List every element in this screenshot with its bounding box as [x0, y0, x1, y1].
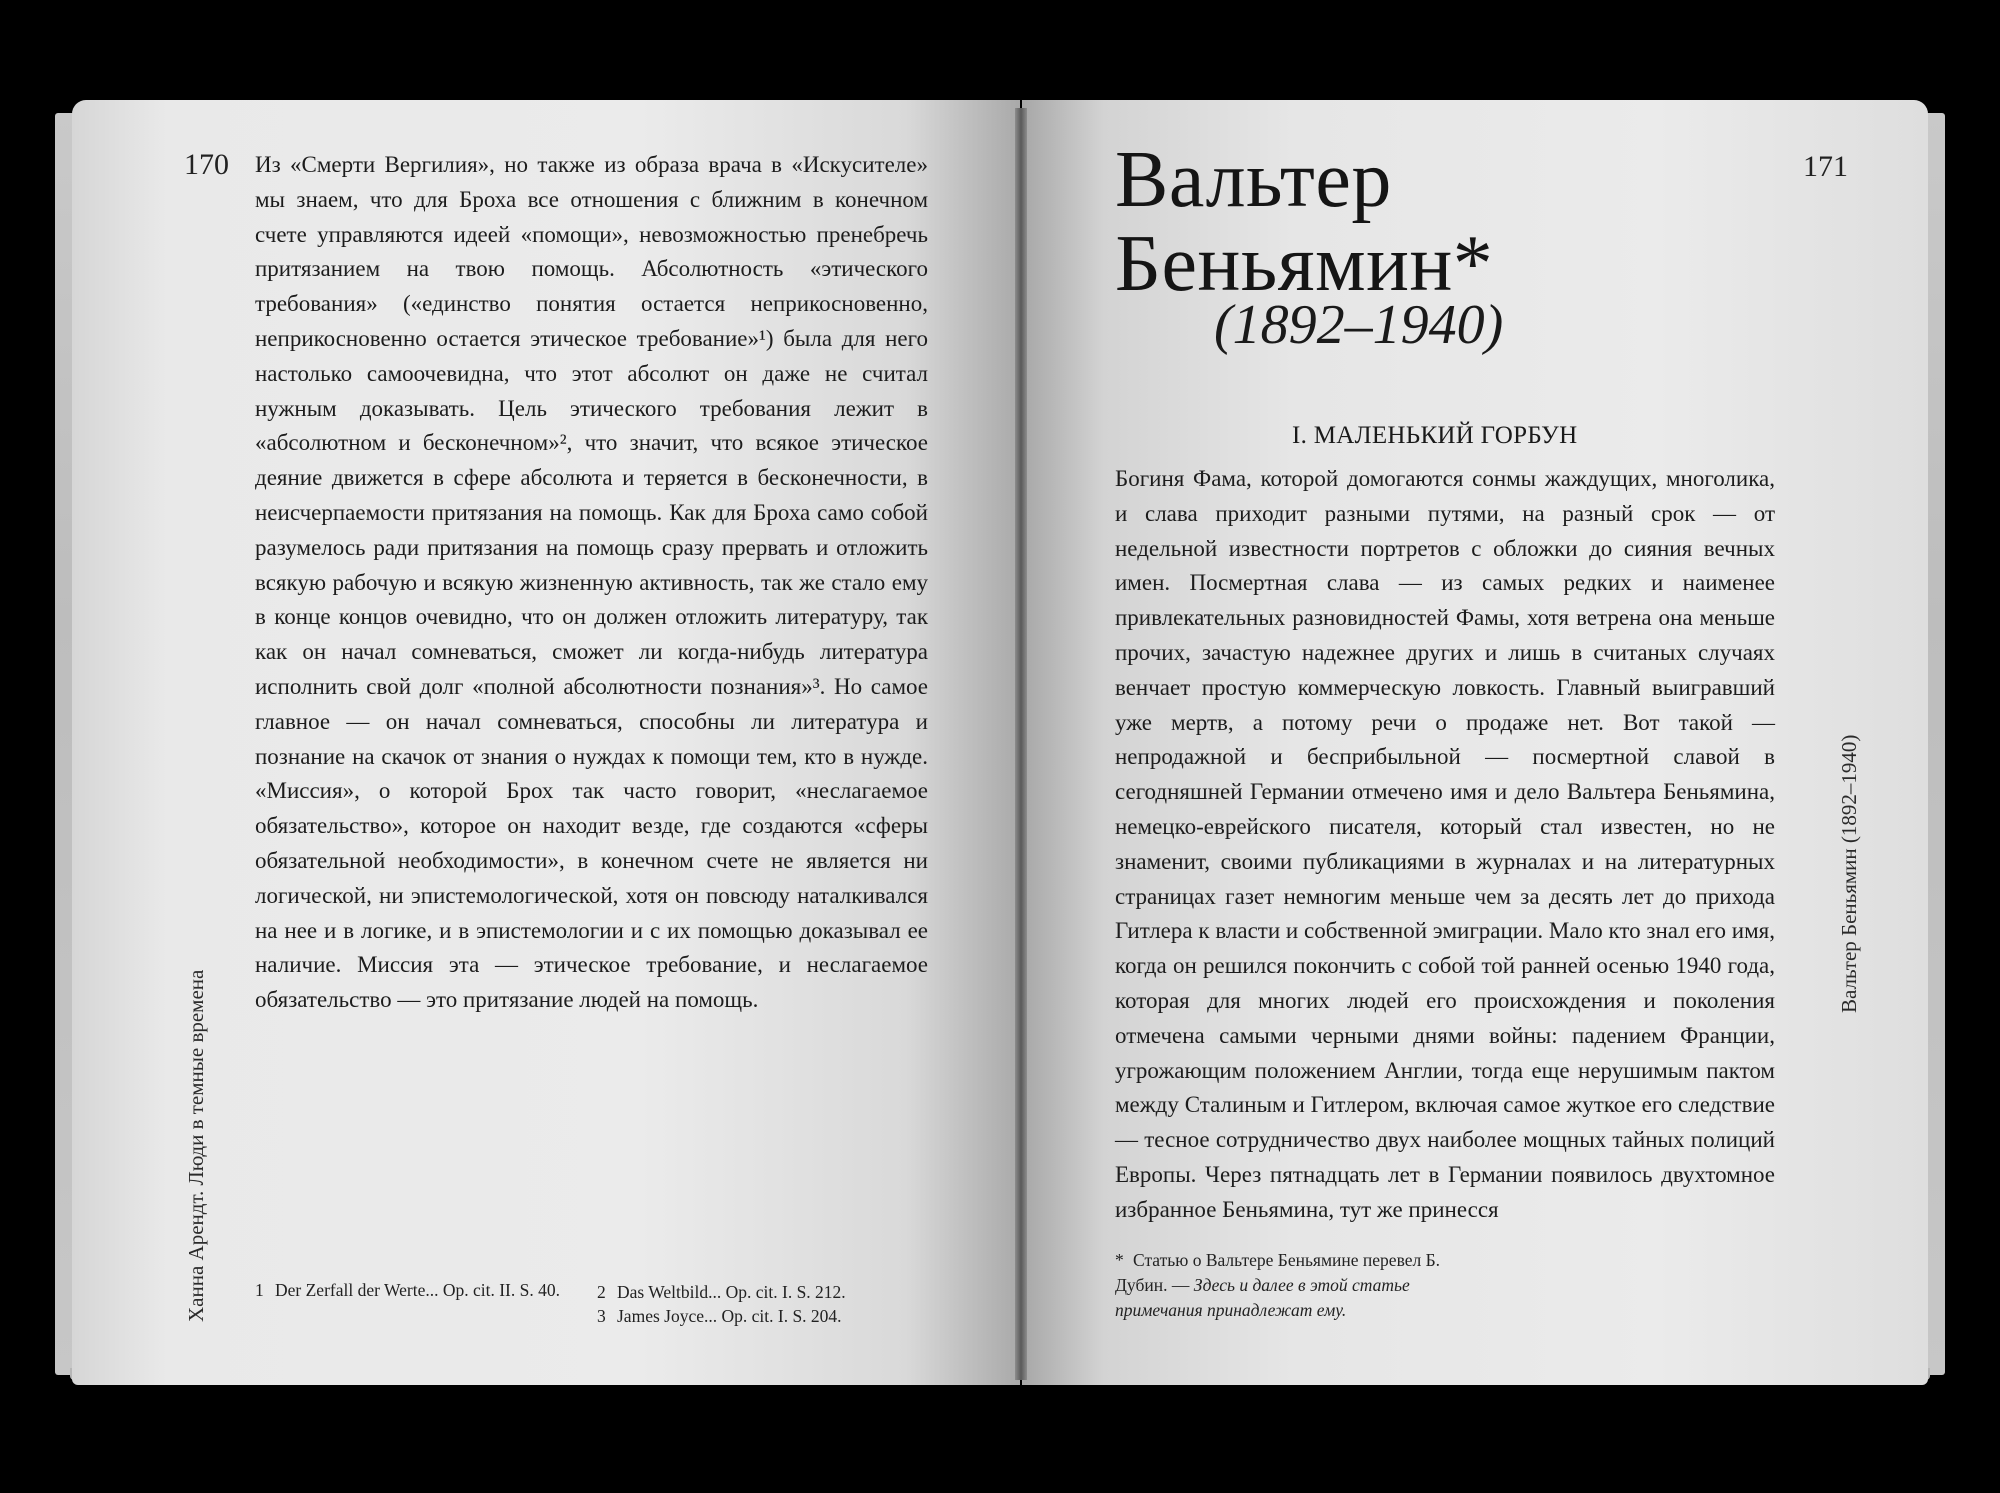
footnote-2 [597, 1280, 937, 1304]
footnote-text: Der Zerfall der Werte... Op. cit. II. S. 40. [275, 1280, 560, 1300]
note-marker: * [1115, 1250, 1124, 1270]
footnote-number: 3 [597, 1306, 606, 1326]
footnote-3 [597, 1304, 937, 1328]
page-number-right: 171 [1803, 150, 1848, 183]
page-number-left: 170 [184, 148, 229, 181]
right-page [1022, 100, 1928, 1385]
note-text: Статью о Вальтере Беньямине перевел Б. Дубин. [1115, 1250, 1441, 1295]
footnotes-column-2 [597, 1280, 937, 1328]
note-italic-text: Здесь и далее в этой статье примечания принадлежат ему. [1115, 1275, 1410, 1320]
running-head-right: Вальтер Беньямин (1892–1940) [1837, 734, 1861, 1013]
chapter-title [1115, 138, 1493, 306]
right-body-text: Богиня Фама, которой домогаются сонмы жаждущих, многолика, и слава приходит разными путями, на разный срок — от недельной известности портретов с обложки до сияния вечных имен. Посмертная слава — из самых редких и наименее привлекательных разновидностей Фамы, хотя ветрена она меньше прочих, зачастую надежнее других и лишь в считаных случаях венчает простую коммерческую ловкость. Главный выигравший уже мертв, а потому речи о продаже нет. Вот такой — непродажной и бесприбыльной — посмертной славой в сегодняшней Германии отмечено имя и дело Вальтера Беньямина, немецко-еврейского писателя, который стал известен, но не знаменит, своими публикациями в журналах и на литературных страницах газет немногим меньше чем за десять лет до прихода Гитлера к власти и собственной эмиграции. Мало кто знал его имя, когда он решился покончить с собой той ранней осенью 1940 года, которая для многих людей его происхождения и поколения отмечена самыми черными днями войны: падением Франции, угрожающим положением Англии, тогда еще нерушимым пактом между Сталиным и Гитлером, включая самое жуткое его следствие — тесное сотрудничество двух наиболее мощных тайных полиций Европы. Через пятнадцать лет в Германии появилось двухтомное избранное Беньямина, тут же принесся [1115, 466, 1775, 1222]
footnote-number: 1 [255, 1280, 264, 1300]
footnote-number: 2 [597, 1282, 606, 1302]
footnote-text: James Joyce... Op. cit. I. S. 204. [617, 1306, 842, 1326]
chapter-years: (1892–1940) [1214, 294, 1504, 356]
section-heading: I. МАЛЕНЬКИЙ ГОРБУН [1292, 422, 1578, 449]
left-page [72, 100, 1020, 1385]
footnote-text: Das Weltbild... Op. cit. I. S. 212. [617, 1282, 846, 1302]
footnote-1 [255, 1278, 575, 1302]
chapter-title-line-1: Вальтер [1115, 136, 1392, 224]
chapter-title-line-2: Беньямин* [1115, 220, 1494, 308]
book-gutter [1015, 108, 1027, 1380]
running-head-left: Ханна Арендт. Люди в темные времена [184, 969, 208, 1322]
translator-note: * Статью о Вальтере Беньямине перевел Б. Дубин. — Здесь и далее в этой статье примечания принадлежат ему. [1115, 1250, 1441, 1320]
left-body-text: Из «Смерти Вергилия», но также из образа врача в «Искусителе» мы знаем, что для Броха все отношения с ближним в конечном счете управляются идеей «помощи», невозможностью пренебречь притязанием на твою помощь. Абсолютность «этического требования» («единство понятия остается неприкосновенно, неприкосновенно остается этическое требование»¹) была для него настолько самоочевидна, что этот абсолют он даже не считал нужным доказывать. Цель этического требования лежит в «абсолютном и бесконечном»², что значит, что всякое этическое деяние движется в сфере абсолюта и теряется в бесконечности, в неисчерпаемости притязания на помощь. Как для Броха само собой разумелось ради притязания на помощь сразу прервать и отложить всякую рабочую и всякую жизненную активность, так же стало ему в конце концов очевидно, что он должен отложить литературу, так как он начал сомневаться, сможет ли когда-нибудь литература исполнить свой долг «полной абсолютности познания»³. Но самое главное — он начал сомневаться, способны ли литература и познание на скачок от знания о нуждах к помощи тем, кто в нужде. «Миссия», о которой Брох так часто говорит, «неслагаемое обязательство», которое он находит везде, где создаются «сферы обязательной необходимости», в конечном счете не является ни логической, ни эпистемологической, хотя он повсюду наталкивался на нее и в логике, и в эпистемологии и с их помощью доказывал ее наличие. Миссия эта — этическое требование, и неслагаемое обязательство — это притязание людей на помощь. [255, 152, 928, 1013]
